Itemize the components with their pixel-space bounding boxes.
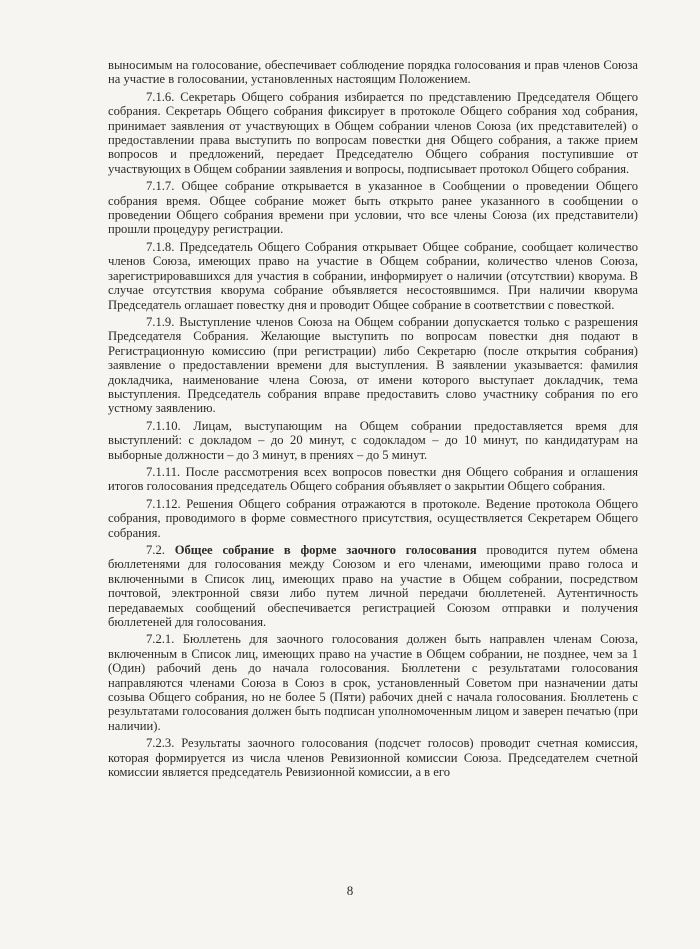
section-heading-bold: Общее собрание в форме заочного голосования — [174, 543, 477, 557]
page-number: 8 — [346, 883, 354, 898]
paragraph-7-1-11: 7.1.11. После рассмотрения всех вопросов повестки дня Общего собрания и оглашения итогов голосования председатель Общего собрания объявляет о закрытии Общего собрания. — [108, 464, 638, 494]
section-number: 7.2. — [146, 543, 165, 557]
paragraph-7-1-9: 7.1.9. Выступление членов Союза на Общем собрании допускается только с разрешения Председателя Собрания. Желающие выступить по вопросам повестки дня подают в Регистрационную комиссию (при регистрации) либо Секретарю (после открытия собрания) заявление о предоставлении времени для выступления. В заявлении указывается: фамилия докладчика, наименование члена Союза, от имени которого выступает докладчик, тема выступления. Председатель собрания вправе предоставить слово участнику собрания по его устному заявлению. — [108, 314, 638, 416]
paragraph-7-2-1: 7.2.1. Бюллетень для заочного голосования должен быть направлен членам Союза, включенным в Список лиц, имеющих право на участие в Общем собрании, не позднее, чем за 1 (Один) рабочий день до начала голосования. Бюллетени с результатами голосования направляются членами Союза в Союз в срок, установленный Советом при назначении даты созыва Общего собрания, но не более 5 (Пяти) рабочих дней с начала голосования. Бюллетень с результатами голосования должен быть подписан уполномоченным лицом и заверен печатью (при наличии). — [108, 632, 638, 733]
section-body: проводится путем обмена бюллетенями для голосования между Союзом и его членами, имеющими право голоса и включенными в Список лиц, имеющих право на участие в Общем собрании, посредством почтовой, электронной связи либо путем личной передачи бюллетеней. Аутентичность передаваемых сообщений обеспечивается регистрацией Союзом отправки и получения бюллетеней для голосования. — [108, 543, 639, 630]
paragraph-continuation: выносимым на голосование, обеспечивает соблюдение порядка голосования и прав членов Союза на участие в голосовании, установленных настоящим Положением. — [108, 58, 638, 87]
paragraph-7-1-7: 7.1.7. Общее собрание открывается в указанное в Сообщении о проведении Общего собрания время. Общее собрание может быть открыто ранее указанного в сообщении о проведении Общего собрания времени при условии, что все члены Союза (их представители) прошли процедуру регистрации. — [108, 179, 638, 237]
paragraph-7-2-3: 7.2.3. Результаты заочного голосования (подсчет голосов) проводит счетная комиссия, которая формируется из числа членов Ревизионной комиссии Союза. Председателем счетной комиссии является председатель Ревизионной комиссии, а в его — [108, 736, 638, 780]
document-body — [108, 58, 638, 783]
paragraph-7-1-10: 7.1.10. Лицам, выступающим на Общем собрании предоставляется время для выступлений: с докладом – до 20 минут, с содокладом – до 10 минут, по кандидатурам на выборные должности – до 3 минут, в прениях – до 5 минут. — [108, 418, 638, 462]
paragraph-7-2 — [108, 543, 638, 629]
paragraph-7-1-12: 7.1.12. Решения Общего собрания отражаются в протоколе. Ведение протокола Общего собрания, проводимого в форме совместного присутствия, осуществляется Секретарем Общего собрания. — [108, 496, 638, 540]
paragraph-7-1-6: 7.1.6. Секретарь Общего собрания избирается по представлению Председателя Общего собрания. Секретарь Общего собрания фиксирует в протоколе Общего собрания ход собрания, принимает заявления от участвующих в Общем собрании членов Союза (их представителей) о предоставлении права выступить по вопросам повестки дня Общего собрания, а также прием вопросов и предложений, передает Председателю Общего собрания поступившие от участвующих в Общем собрании заявления и вопросы, подписывает протокол Общего собрания. — [108, 89, 638, 176]
paragraph-7-1-8: 7.1.8. Председатель Общего Собрания открывает Общее собрание, сообщает количество членов Союза, имеющих право на участие в Общем собрании, количество членов Союза, зарегистрировавшихся для участия в собрании, информирует о наличии (отсутствии) кворума. В случае отсутствия кворума собрание объявляется несостоявшимся. При наличии кворума Председатель оглашает повестку дня и проводит Общее собрание в соответствии с повесткой. — [108, 239, 638, 312]
